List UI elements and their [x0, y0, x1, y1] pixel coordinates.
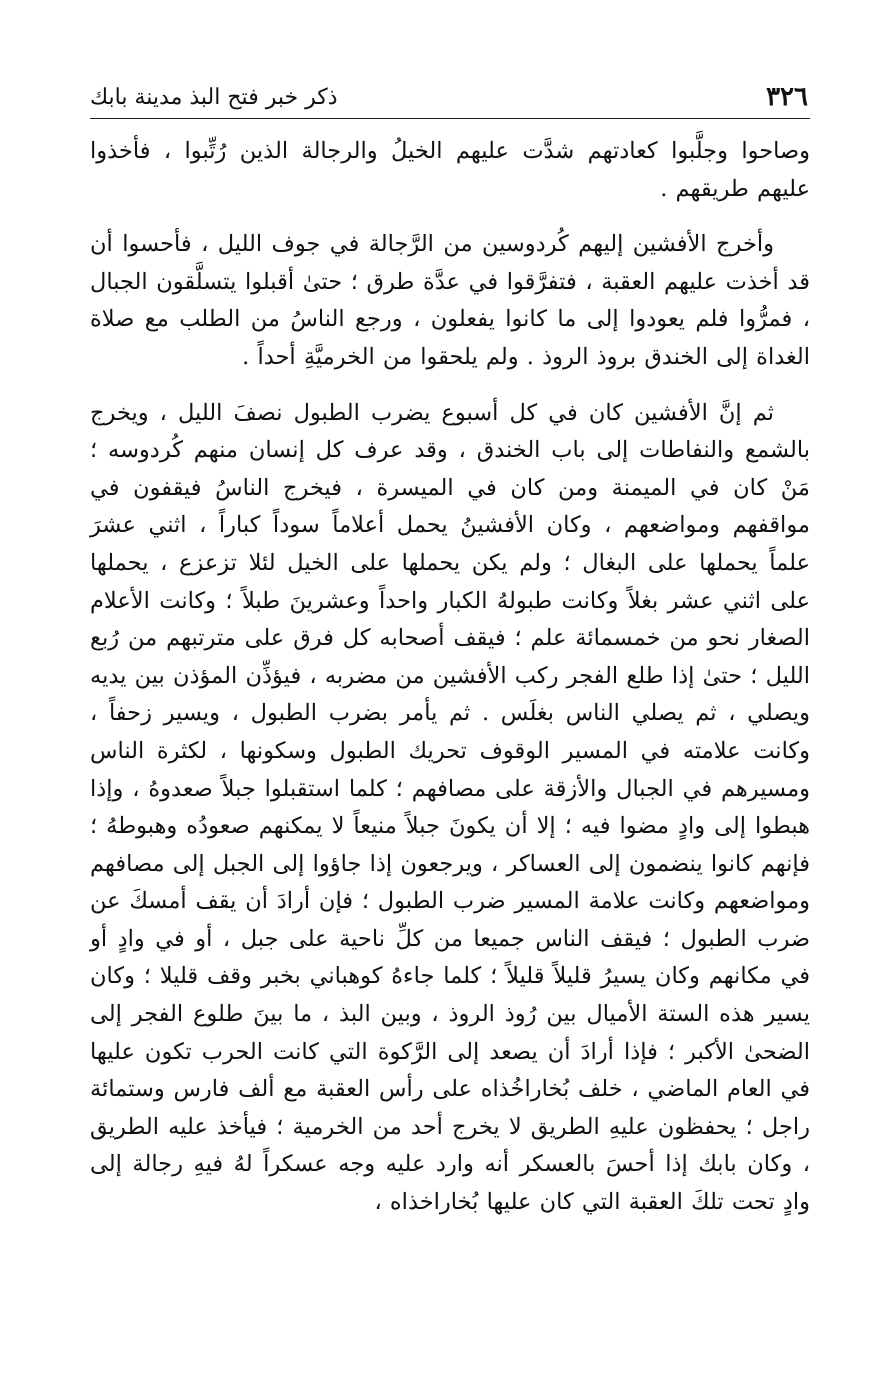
running-title: ذكر خبر فتح البذ مدينة بابك	[90, 85, 338, 110]
paragraph-afshin-kurdus: وأخرج الأفشين إليهم كُردوسين من الرَّجالة في جوف الليل ، فأحسوا أن قد أخذت عليهم العقبة ، فتفرَّقوا في عدَّة طرق ؛ حتىٰ أقبلوا يتسلَّقون الجبال ، فمرُّوا فلم يعودوا إلى ما كانوا يفعلون ، ورجع الناسُ من الطلب مع صلاة الغداة إلى الخندق بروذ الروذ . ولم يلحقوا من الخرميَّةِ أحداً .	[90, 231, 810, 370]
paragraph-afshin-drums: ثم إنَّ الأفشين كان في كل أسبوع يضرب الطبول نصفَ الليل ، ويخرج بالشمع والنفاطات إلى باب الخندق ، وقد عرف كل إنسان منهم كُردوسه ؛ مَنْ كان في الميمنة ومن كان في الميسرة ، فيخرج الناسُ فيقفون في مواقفهم ومواضعهم ، وكان الأفشينُ يحمل أعلاماً سوداً كباراً ، اثني عشرَ علماً يحملها على البغال ؛ ولم يكن يحملها على الخيل لئلا تزعزع ، يحملها على اثني عشر بغلاً وكانت طبولهُ الكبار واحداً وعشرينَ طبلاً ؛ وكانت الأعلام الصغار نحو من خمسمائة علم ؛ فيقف أصحابه كل فرق على مترتبهم من رُبع الليل ؛ حتىٰ إذا طلع الفجر ركب الأفشين من مضربه ، فيؤذِّن المؤذن بين يديه ويصلي ، ثم يصلي الناس بغلَس . ثم يأمر بضرب الطبول ، ويسير زحفاً ، وكانت علامته في المسير الوقوف تحريك الطبول وسكونها ، لكثرة الناس ومسيرهم في الجبال والأزقة على مصافهم ؛ كلما استقبلوا جبلاً صعدوهُ ، وإذا هبطوا إلى وادٍ مضوا فيه ؛ إلا أن يكونَ جبلاً منيعاً لا يمكنهم صعودُه وهبوطهُ ؛ فإنهم كانوا ينضمون إلى العساكر ، ويرجعون إذا جاؤوا إلى الجبل إلى مصافهم ومواضعهم وكانت علامة المسير ضرب الطبول ؛ فإن أرادَ أن يقف أمسكَ عن ضرب الطبول ؛ فيقف الناس جميعا من كلِّ ناحية على جبل ، أو في وادٍ أو في مكانهم وكان يسيرُ قليلاً قليلاً ؛ كلما جاءهُ كوهباني بخبر وقف قليلا ؛ وكان يسير هذه الستة الأميال بين رُوذ الروذ ، وبين البذ ، ما بينَ طلوع الفجر إلى الضحىٰ الأكبر ؛ فإذا أرادَ أن يصعد إلى الرَّكوة التي كانت الحرب تكون عليها في العام الماضي ، خلف بُخاراخُذاه على رأس العقبة مع ألف فارس وستمائة راجل ؛ يحفظون عليهِ الطريق لا يخرج أحد من الخرمية ؛ فيأخذ عليه الطريق ، وكان بابك إذا أحسَ بالعسكر أنه وارد عليه وجه عسكراً لهُ فيهِ رجالة إلى وادٍ تحت تلكَ العقبة التي كان عليها بُخاراخذاه ،	[90, 399, 810, 1216]
document-page	[90, 78, 810, 1222]
paragraph-continuation: وصاحوا وجلَّبوا كعادتهم شدَّت عليهم الخيلُ والرجالة الذين رُتِّبوا ، فأخذوا عليهم طريقهم .	[90, 138, 810, 202]
running-header	[90, 78, 810, 119]
body-text	[90, 133, 810, 1222]
page-number: ٣٢٦	[766, 82, 808, 112]
